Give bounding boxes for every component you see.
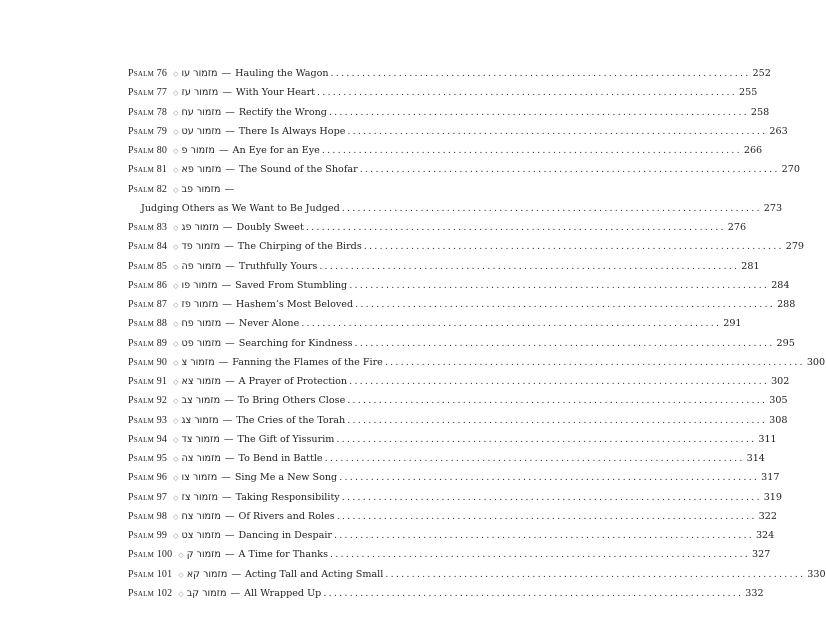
diamond-icon: ◇ [173, 339, 179, 348]
dot-leader: ................................................................................ [301, 318, 722, 330]
toc-entry[interactable] [128, 295, 796, 314]
dash: — [221, 68, 232, 79]
hebrew-title: מזמור עט [181, 125, 222, 137]
psalm-number: Psalm 77 [128, 87, 168, 99]
diamond-icon: ◇ [173, 474, 179, 483]
diamond-icon: ◇ [173, 127, 179, 136]
hebrew-title: מזמור צט [181, 530, 221, 541]
psalm-number: Psalm 97 [128, 491, 168, 503]
dot-leader: ................................................................................ [317, 87, 737, 99]
psalm-number: Psalm 99 [128, 530, 168, 541]
psalm-number: Psalm 83 [128, 222, 168, 233]
hebrew-title: מזמור פה [181, 260, 222, 272]
entry-title: Hauling the Wagon [235, 68, 329, 79]
dash: — [222, 222, 233, 233]
page-number: 281 [741, 260, 760, 272]
diamond-icon: ◇ [178, 570, 184, 579]
dash: — [225, 376, 235, 387]
diamond-icon: ◇ [173, 262, 179, 271]
page-number: 255 [738, 87, 758, 99]
dash: — [225, 318, 235, 330]
dash: — [224, 549, 235, 561]
diamond-icon: ◇ [173, 89, 179, 98]
entry-title: Truthfully Yours [238, 260, 318, 272]
psalm-number: Psalm 88 [128, 318, 168, 330]
diamond-icon: ◇ [173, 512, 179, 521]
diamond-icon: ◇ [173, 70, 179, 78]
entry-title: Saved From Stumbling [235, 279, 348, 291]
entry-title: With Your Heart [235, 87, 316, 99]
hebrew-title: מזמור צח [181, 510, 221, 522]
psalm-number: Psalm 102 [128, 587, 173, 599]
entry-title: The Sound of the Shofar [238, 164, 358, 176]
toc-entry[interactable] [128, 507, 777, 526]
toc-entry[interactable] [128, 180, 425, 199]
psalm-number: Psalm 76 [128, 68, 168, 79]
diamond-icon: ◇ [173, 243, 179, 252]
dot-leader: ................................................................................ [323, 587, 744, 599]
psalm-number: Psalm 98 [128, 510, 168, 522]
toc-entry[interactable] [128, 237, 805, 256]
toc-entry-continuation[interactable] [128, 199, 783, 218]
psalm-number: Psalm 91 [128, 376, 168, 387]
hebrew-title: מזמור פב [181, 183, 221, 195]
entry-title: Never Alone [238, 318, 300, 330]
dash: — [225, 164, 235, 176]
entry-title: An Eye for an Eye [232, 145, 320, 156]
hebrew-title: מזמור עו [181, 68, 218, 79]
toc-entry[interactable] [128, 391, 788, 410]
dot-leader: ................................................................................ [359, 164, 780, 176]
hebrew-title: מזמור צ [181, 356, 215, 368]
table-of-contents [128, 64, 826, 603]
toc-entry[interactable] [128, 584, 764, 603]
entry-title: Sing Me a New Song [234, 472, 338, 484]
diamond-icon: ◇ [173, 435, 179, 444]
hebrew-title: מזמור פח [181, 318, 222, 330]
page-number: 305 [769, 395, 788, 407]
toc-entry[interactable] [128, 468, 780, 487]
dot-leader: ................................................................................ [328, 106, 749, 118]
dot-leader: ................................................................................ [347, 395, 768, 407]
dot-leader: ................................................................................ [341, 202, 762, 214]
hebrew-title: מזמור פא [181, 164, 222, 176]
page-number: 317 [761, 472, 780, 484]
dot-leader: ................................................................................ [333, 530, 754, 541]
page-number: 252 [752, 68, 771, 79]
page-number: 311 [758, 433, 777, 445]
psalm-number: Psalm 89 [128, 337, 168, 349]
dash: — [225, 106, 235, 118]
dot-leader: ................................................................................ [336, 510, 757, 522]
page-number: 291 [723, 318, 742, 330]
toc-entry[interactable] [128, 545, 771, 564]
psalm-number: Psalm 87 [128, 299, 168, 310]
diamond-icon: ◇ [178, 589, 184, 598]
toc-entry[interactable] [128, 218, 747, 237]
toc-entry[interactable] [128, 488, 783, 507]
dash: — [222, 299, 232, 310]
page-number: 322 [758, 510, 777, 522]
psalm-number: Psalm 80 [128, 145, 168, 156]
toc-entry[interactable] [128, 411, 788, 430]
psalm-number: Psalm 101 [128, 568, 173, 580]
diamond-icon: ◇ [173, 493, 179, 502]
entry-title: The Chirping of the Birds [237, 241, 362, 253]
diamond-icon: ◇ [173, 532, 179, 540]
psalm-number: Psalm 90 [128, 356, 168, 368]
page-number: 330 [807, 568, 826, 580]
entry-title: The Cries of the Torah [236, 414, 346, 426]
dot-leader: ................................................................................ [305, 222, 726, 233]
hebrew-title: מזמור קב [186, 587, 227, 599]
page-number: 308 [769, 414, 788, 426]
dash: — [225, 337, 235, 349]
psalm-number: Psalm 94 [128, 433, 168, 445]
dot-leader: ................................................................................ [385, 568, 806, 580]
page-number: 263 [769, 125, 788, 137]
hebrew-title: מזמור קא [186, 568, 228, 580]
dot-leader: ................................................................................ [319, 260, 740, 272]
dot-leader: ................................................................................ [324, 453, 745, 464]
hebrew-title: מזמור פו [181, 279, 218, 291]
toc-entry[interactable] [128, 276, 790, 295]
hebrew-title: מזמור עח [181, 106, 222, 118]
psalm-number: Psalm 93 [128, 414, 168, 426]
diamond-icon: ◇ [173, 358, 179, 367]
hebrew-title: מזמור צה [181, 453, 221, 464]
page-number: 266 [743, 145, 763, 156]
entry-title: All Wrapped Up [244, 587, 322, 599]
toc-entry[interactable] [128, 83, 758, 102]
page-number: 300 [806, 356, 826, 368]
dash: — [224, 510, 235, 522]
hebrew-title: מזמור ק [186, 549, 221, 561]
psalm-number: Psalm 82 [128, 183, 168, 195]
entry-title: Dancing in Despair [238, 530, 332, 541]
hebrew-title: מזמור צו [181, 472, 218, 484]
toc-entry[interactable] [128, 141, 763, 160]
entry-title: Fanning the Flames of the Fire [232, 356, 383, 368]
dot-leader: ................................................................................ [363, 241, 784, 253]
toc-entry[interactable] [128, 449, 765, 468]
hebrew-title: מזמור פז [181, 299, 219, 310]
dot-leader: ................................................................................ [354, 337, 775, 349]
dot-leader: ................................................................................ [341, 491, 762, 503]
page-number: 332 [745, 587, 764, 599]
entry-title: There Is Always Hope [238, 125, 346, 137]
psalm-number: Psalm 95 [128, 453, 168, 464]
page-number: 258 [750, 106, 770, 118]
dash: — [224, 241, 234, 253]
page-number: 284 [771, 279, 790, 291]
toc-entry[interactable] [128, 334, 795, 353]
psalm-number: Psalm 86 [128, 279, 168, 291]
dot-leader: ................................................................................ [336, 433, 757, 445]
psalm-number: Psalm 78 [128, 106, 168, 118]
dash: — [224, 395, 234, 407]
entry-title: To Bring Others Close [237, 395, 346, 407]
diamond-icon: ◇ [173, 224, 179, 232]
hebrew-title: מזמור פ [181, 145, 215, 156]
dash: — [224, 530, 235, 541]
psalm-number: Psalm 96 [128, 472, 168, 484]
dash: — [221, 491, 232, 503]
dot-leader: ................................................................................ [330, 68, 751, 79]
hebrew-title: מזמור צג [181, 414, 219, 426]
dash: — [225, 260, 235, 272]
page-number: 273 [763, 202, 783, 214]
toc-entry[interactable] [128, 314, 742, 333]
dot-leader: ................................................................................ [330, 549, 750, 561]
dash: — [225, 125, 235, 137]
toc-entry[interactable] [128, 565, 826, 584]
page-number: 319 [763, 491, 783, 503]
entry-title: Of Rivers and Roles [238, 510, 335, 522]
hebrew-title: מזמור צב [181, 395, 221, 407]
hebrew-title: מזמור צז [181, 491, 218, 503]
page-number: 327 [751, 549, 771, 561]
page-number: 302 [771, 376, 790, 387]
entry-title: Hashem’s Most Beloved [235, 299, 354, 310]
diamond-icon: ◇ [173, 455, 179, 463]
page-number: 288 [777, 299, 796, 310]
hebrew-title: מזמור צד [181, 433, 220, 445]
toc-entry[interactable] [128, 353, 826, 372]
entry-title: To Bend in Battle [238, 453, 323, 464]
dot-leader: ................................................................................ [355, 299, 776, 310]
diamond-icon: ◇ [178, 551, 184, 560]
diamond-icon: ◇ [173, 166, 179, 175]
entry-title: Rectify the Wrong [238, 106, 327, 118]
dash: — [221, 472, 231, 484]
psalm-number: Psalm 92 [128, 395, 168, 407]
dot-leader: ................................................................................ [347, 125, 768, 137]
diamond-icon: ◇ [173, 301, 179, 309]
hebrew-title: מזמור פד [181, 241, 221, 253]
page-number: 276 [727, 222, 747, 233]
entry-title: The Gift of Yissurim [237, 433, 335, 445]
diamond-icon: ◇ [173, 108, 179, 117]
dash: — [222, 414, 233, 426]
toc-entry[interactable] [128, 257, 760, 276]
toc-entry[interactable] [128, 430, 777, 449]
diamond-icon: ◇ [173, 320, 179, 329]
page-number: 295 [776, 337, 795, 349]
page-number: 279 [785, 241, 805, 253]
toc-entry[interactable] [128, 526, 775, 545]
diamond-icon: ◇ [173, 147, 179, 155]
dash: — [222, 87, 232, 99]
dash: — [224, 183, 235, 195]
hebrew-title: מזמור עז [181, 87, 219, 99]
diamond-icon: ◇ [173, 378, 179, 386]
entry-title: Taking Responsibility [235, 491, 340, 503]
dash: — [231, 568, 241, 580]
dot-leader: ................................................................................ [347, 414, 768, 426]
diamond-icon: ◇ [173, 397, 179, 406]
dot-leader: ................................................................................ [339, 472, 760, 484]
hebrew-title: מזמור פג [181, 222, 219, 233]
toc-entry[interactable] [128, 103, 770, 122]
dot-leader: ................................................................................ [349, 279, 770, 291]
entry-title: A Time for Thanks [238, 549, 328, 561]
entry-title: A Prayer of Protection [238, 376, 348, 387]
hebrew-title: מזמור פט [181, 337, 222, 349]
hebrew-title: מזמור צא [181, 376, 222, 387]
toc-entry[interactable] [128, 160, 800, 179]
page-number: 324 [755, 530, 775, 541]
toc-entry[interactable] [128, 64, 771, 83]
toc-entry[interactable] [128, 122, 788, 141]
dash: — [218, 145, 229, 156]
psalm-number: Psalm 84 [128, 241, 168, 253]
dash: — [218, 356, 229, 368]
psalm-number: Psalm 79 [128, 125, 168, 137]
entry-title: Acting Tall and Acting Small [244, 568, 384, 580]
diamond-icon: ◇ [173, 185, 179, 194]
entry-title: Doubly Sweet [236, 222, 304, 233]
dot-leader: ................................................................................ [349, 376, 770, 387]
dash: — [230, 587, 241, 599]
page-number: 314 [746, 453, 765, 464]
psalm-number: Psalm 81 [128, 164, 168, 176]
dot-leader: ................................................................................ [384, 356, 805, 368]
dash: — [221, 279, 232, 291]
toc-entry[interactable] [128, 372, 790, 391]
entry-title: Judging Others as We Want to Be Judged [141, 202, 340, 214]
dot-leader: ................................................................................ [321, 145, 742, 156]
diamond-icon: ◇ [173, 416, 179, 425]
entry-title: Searching for Kindness [238, 337, 353, 349]
diamond-icon: ◇ [173, 281, 179, 290]
page-number: 270 [781, 164, 800, 176]
psalm-number: Psalm 85 [128, 260, 168, 272]
psalm-number: Psalm 100 [128, 549, 173, 561]
dash: — [224, 453, 235, 464]
dash: — [223, 433, 234, 445]
